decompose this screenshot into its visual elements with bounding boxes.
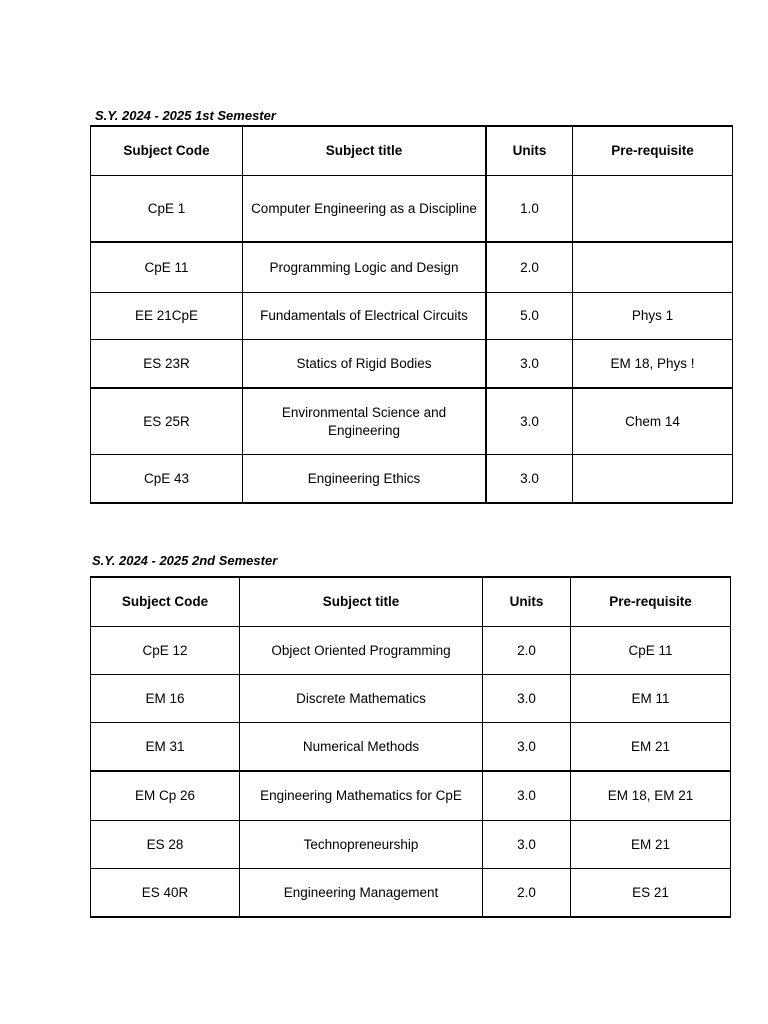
prerequisite-cell: EM 21 bbox=[571, 723, 731, 772]
subject-code-cell: ES 40R bbox=[91, 869, 240, 918]
units-cell: 1.0 bbox=[486, 176, 573, 243]
subject-code-cell: ES 23R bbox=[91, 340, 243, 389]
subject-code-cell: CpE 1 bbox=[91, 176, 243, 243]
subject-code-cell: CpE 11 bbox=[91, 242, 243, 293]
prerequisite-cell: CpE 11 bbox=[571, 627, 731, 675]
column-header-units: Units bbox=[486, 126, 573, 176]
semester-2-caption: S.Y. 2024 - 2025 2nd Semester bbox=[92, 553, 278, 568]
prerequisite-cell: EM 11 bbox=[571, 675, 731, 723]
prerequisite-cell bbox=[573, 242, 733, 293]
units-cell: 5.0 bbox=[486, 293, 573, 340]
table-row bbox=[91, 869, 731, 918]
table-row bbox=[91, 675, 731, 723]
subject-title-cell: Numerical Methods bbox=[240, 723, 483, 772]
column-header-subject-title: Subject title bbox=[243, 126, 487, 176]
subject-title-cell: Statics of Rigid Bodies bbox=[243, 340, 487, 389]
semester-1-caption: S.Y. 2024 - 2025 1st Semester bbox=[95, 108, 276, 123]
semester-1-table bbox=[90, 125, 733, 504]
table-row bbox=[91, 388, 733, 455]
subject-title-cell: Computer Engineering as a Discipline bbox=[243, 176, 487, 243]
subject-title-cell: Engineering Management bbox=[240, 869, 483, 918]
prerequisite-cell: EM 21 bbox=[571, 821, 731, 869]
table-header-row bbox=[91, 126, 733, 176]
prerequisite-cell: Chem 14 bbox=[573, 388, 733, 455]
subject-code-cell: CpE 12 bbox=[91, 627, 240, 675]
subject-title-cell: Engineering Ethics bbox=[243, 455, 487, 504]
column-header-prerequisite: Pre-requisite bbox=[571, 577, 731, 627]
units-cell: 2.0 bbox=[483, 869, 571, 918]
prerequisite-cell: EM 18, Phys ! bbox=[573, 340, 733, 389]
subject-code-cell: ES 28 bbox=[91, 821, 240, 869]
table-row bbox=[91, 821, 731, 869]
units-cell: 3.0 bbox=[483, 821, 571, 869]
units-cell: 3.0 bbox=[486, 455, 573, 504]
subject-code-cell: EM 16 bbox=[91, 675, 240, 723]
subject-title-cell: Technopreneurship bbox=[240, 821, 483, 869]
table-header-row bbox=[91, 577, 731, 627]
table-row bbox=[91, 176, 733, 243]
subject-title-cell: Environmental Science and Engineering bbox=[243, 388, 487, 455]
prerequisite-cell bbox=[573, 176, 733, 243]
prerequisite-cell bbox=[573, 455, 733, 504]
column-header-prerequisite: Pre-requisite bbox=[573, 126, 733, 176]
table-row bbox=[91, 455, 733, 504]
units-cell: 2.0 bbox=[486, 242, 573, 293]
semester-2-table bbox=[90, 576, 731, 918]
column-header-subject-title: Subject title bbox=[240, 577, 483, 627]
column-header-subject-code: Subject Code bbox=[91, 577, 240, 627]
table-row bbox=[91, 242, 733, 293]
subject-title-cell: Fundamentals of Electrical Circuits bbox=[243, 293, 487, 340]
units-cell: 3.0 bbox=[486, 388, 573, 455]
subject-code-cell: EM Cp 26 bbox=[91, 771, 240, 821]
prerequisite-cell: Phys 1 bbox=[573, 293, 733, 340]
prerequisite-cell: ES 21 bbox=[571, 869, 731, 918]
subject-code-cell: EE 21CpE bbox=[91, 293, 243, 340]
units-cell: 2.0 bbox=[483, 627, 571, 675]
table-row bbox=[91, 627, 731, 675]
table-row bbox=[91, 723, 731, 772]
subject-code-cell: CpE 43 bbox=[91, 455, 243, 504]
subject-title-cell: Programming Logic and Design bbox=[243, 242, 487, 293]
units-cell: 3.0 bbox=[486, 340, 573, 389]
units-cell: 3.0 bbox=[483, 771, 571, 821]
subject-title-cell: Object Oriented Programming bbox=[240, 627, 483, 675]
units-cell: 3.0 bbox=[483, 723, 571, 772]
column-header-units: Units bbox=[483, 577, 571, 627]
units-cell: 3.0 bbox=[483, 675, 571, 723]
table-row bbox=[91, 293, 733, 340]
subject-code-cell: ES 25R bbox=[91, 388, 243, 455]
subject-title-cell: Engineering Mathematics for CpE bbox=[240, 771, 483, 821]
subject-title-cell: Discrete Mathematics bbox=[240, 675, 483, 723]
prerequisite-cell: EM 18, EM 21 bbox=[571, 771, 731, 821]
column-header-subject-code: Subject Code bbox=[91, 126, 243, 176]
subject-code-cell: EM 31 bbox=[91, 723, 240, 772]
table-row bbox=[91, 771, 731, 821]
table-row bbox=[91, 340, 733, 389]
